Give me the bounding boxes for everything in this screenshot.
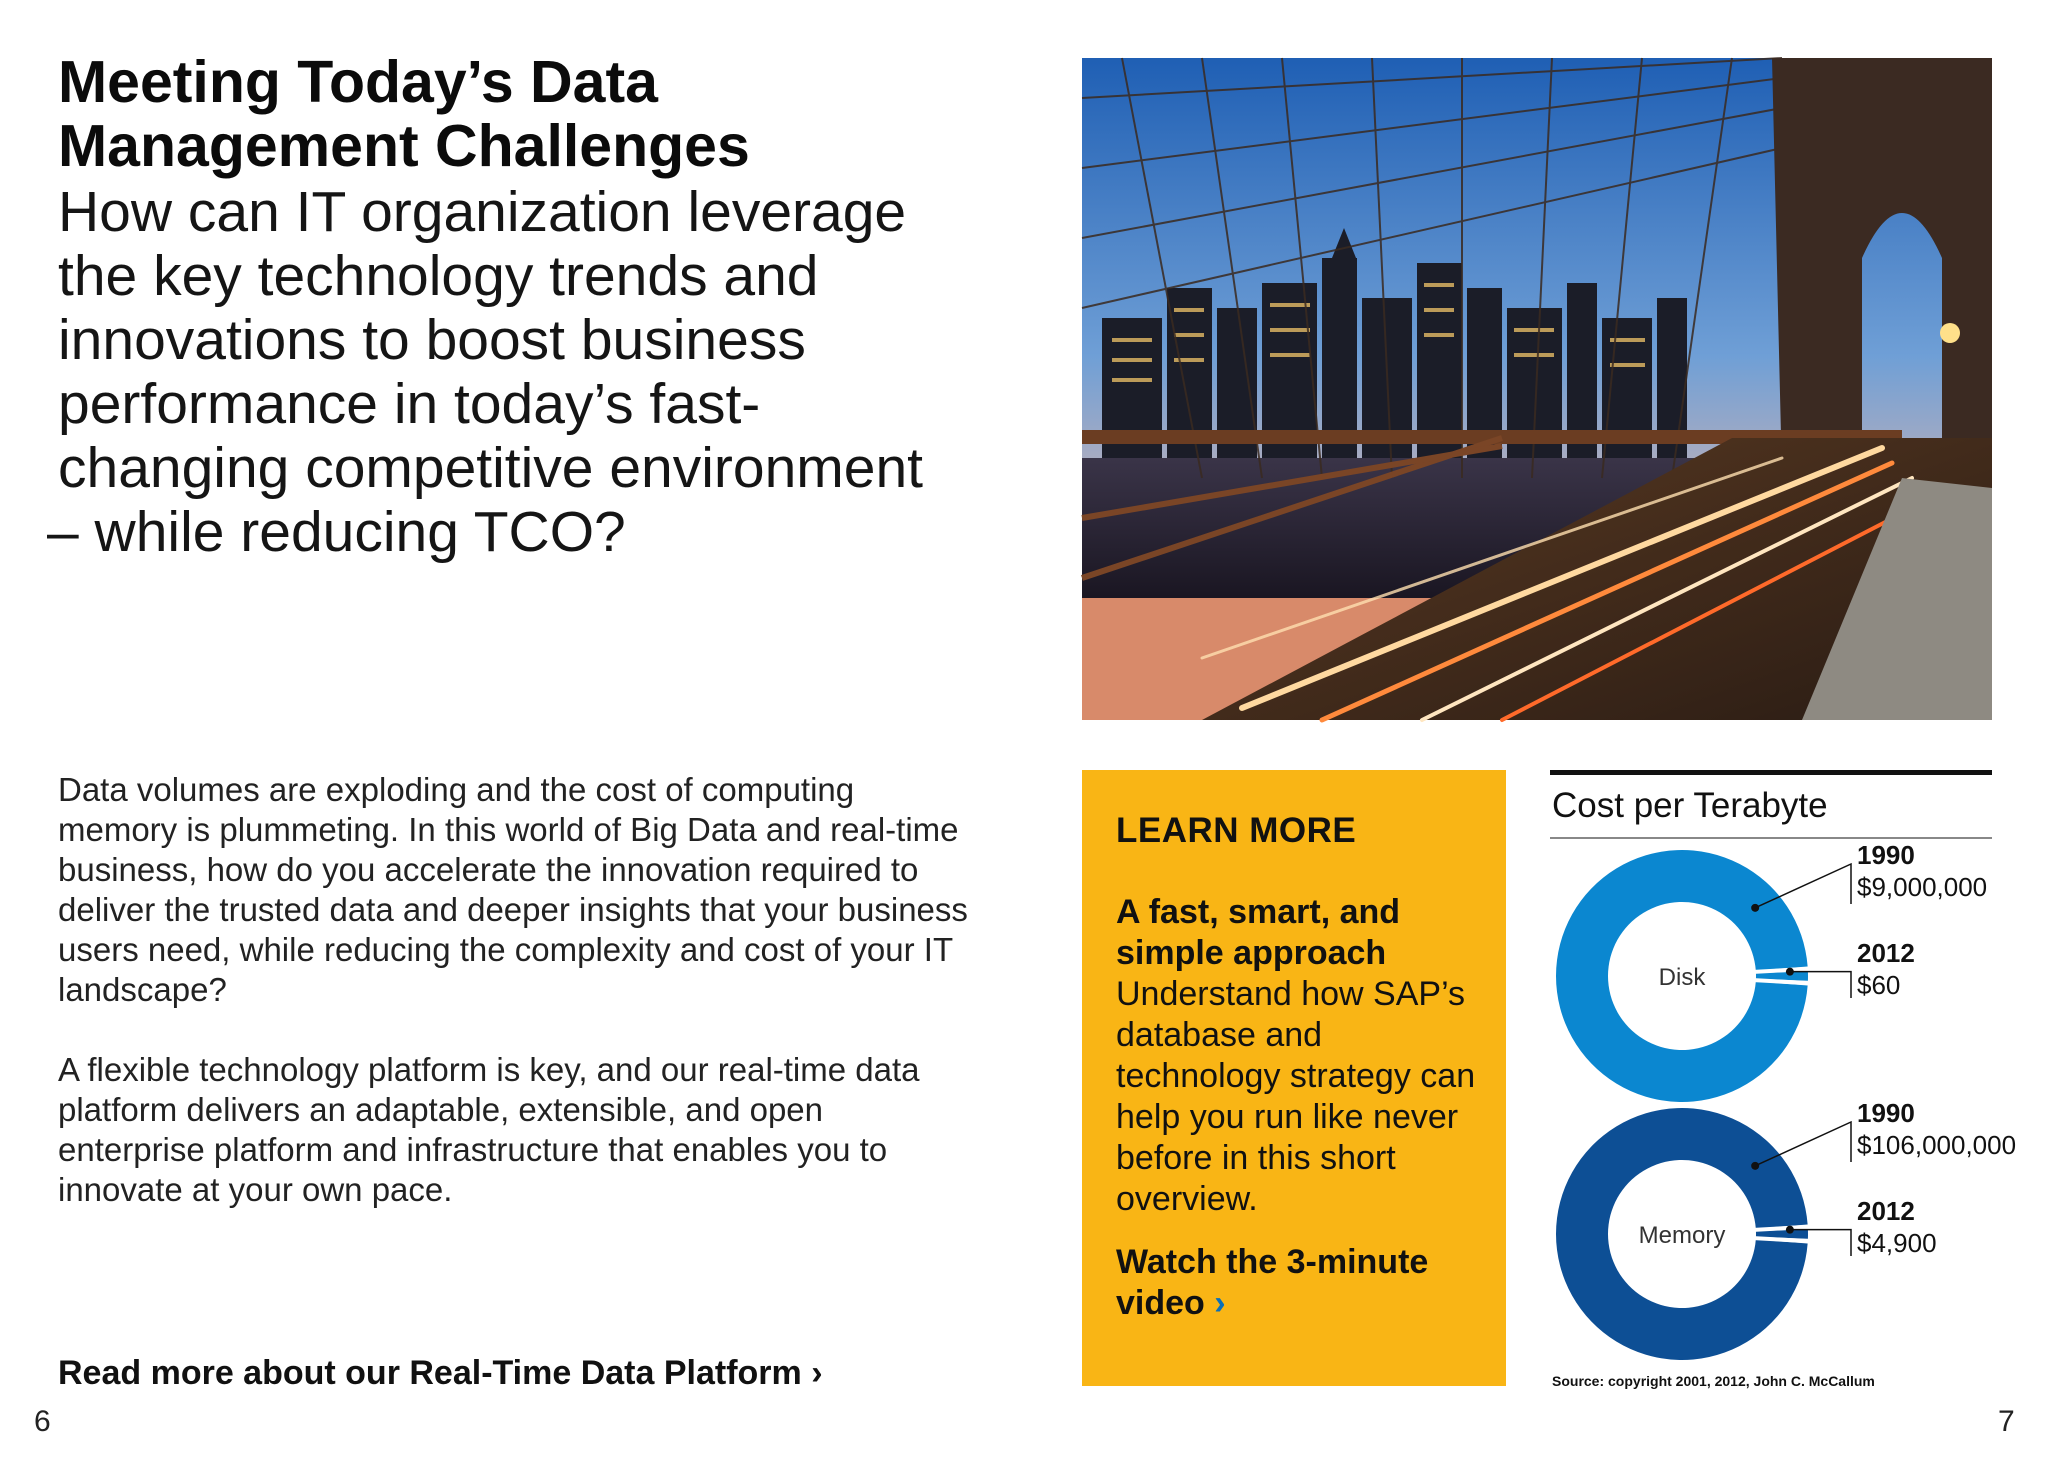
subtitle-line: innovations to boost business xyxy=(58,308,806,372)
subtitle-line: How can IT organization leverage xyxy=(58,180,907,244)
body-paragraph-platform: A flexible technology platform is key, and our real-time data platform delivers an adaptable, extensible, and open enterprise platform and infrastructure that enables you to innovate at your own pace. xyxy=(58,1051,920,1208)
learn-more-heading: A fast, smart, and simple approach xyxy=(1116,893,1401,972)
page-subtitle xyxy=(47,180,1007,564)
page-number-right: 7 xyxy=(1998,1405,2015,1438)
chart-top-rule xyxy=(1550,770,1992,775)
callout-value-1990: $9,000,000 xyxy=(1857,872,1988,902)
bridge-skyline-photo xyxy=(1082,58,1992,720)
callout-value-2012: $4,900 xyxy=(1857,1228,1937,1258)
callout-year-2012: 2012 xyxy=(1857,938,1915,968)
body-paragraph-intro: Data volumes are exploding and the cost of computing memory is plummeting. In this world of Big Data and real-time business, how do you accelerate the innovation required to deliver the trusted data and deeper insights that your business users need, while reducing the complexity and cost of your IT landscape? xyxy=(58,771,968,1008)
donut-center-label-memory: Memory xyxy=(1638,1222,1726,1249)
learn-more-label: LEARN MORE xyxy=(1116,811,1357,850)
subtitle-line: performance in today’s fast- xyxy=(58,372,761,436)
callout-year-1990: 1990 xyxy=(1857,1098,1915,1128)
cost-per-terabyte-chart xyxy=(1540,840,2017,1365)
page-number-left: 6 xyxy=(34,1405,51,1438)
subtitle-line: – while reducing TCO? xyxy=(47,500,626,564)
donut-center-label-disk: Disk xyxy=(1658,964,1706,991)
chart-title: Cost per Terabyte xyxy=(1552,786,1828,825)
page-title: Meeting Today’s Data Management Challenges xyxy=(58,49,750,179)
watch-video-link[interactable] xyxy=(1116,1242,1486,1324)
chart-title-rule xyxy=(1550,837,1992,839)
subtitle-line: the key technology trends and xyxy=(58,244,819,308)
callout-year-2012: 2012 xyxy=(1857,1196,1915,1226)
chart-source: Source: copyright 2001, 2012, John C. McCallum xyxy=(1552,1373,1875,1389)
callout-value-2012: $60 xyxy=(1857,970,1901,1000)
watch-video-text: Watch the 3-minute video xyxy=(1116,1243,1429,1322)
subtitle-line: changing competitive environment xyxy=(58,436,923,500)
callout-value-1990: $106,000,000 xyxy=(1857,1130,2017,1160)
read-more-link[interactable]: Read more about our Real-Time Data Platform › xyxy=(58,1354,823,1392)
learn-more-body: Understand how SAP’s database and technology strategy can help you run like never before in this short overview. xyxy=(1116,975,1476,1218)
learn-more-box xyxy=(1082,770,1506,1386)
chevron-right-icon: › xyxy=(1214,1284,1226,1322)
callout-year-1990: 1990 xyxy=(1857,840,1915,870)
